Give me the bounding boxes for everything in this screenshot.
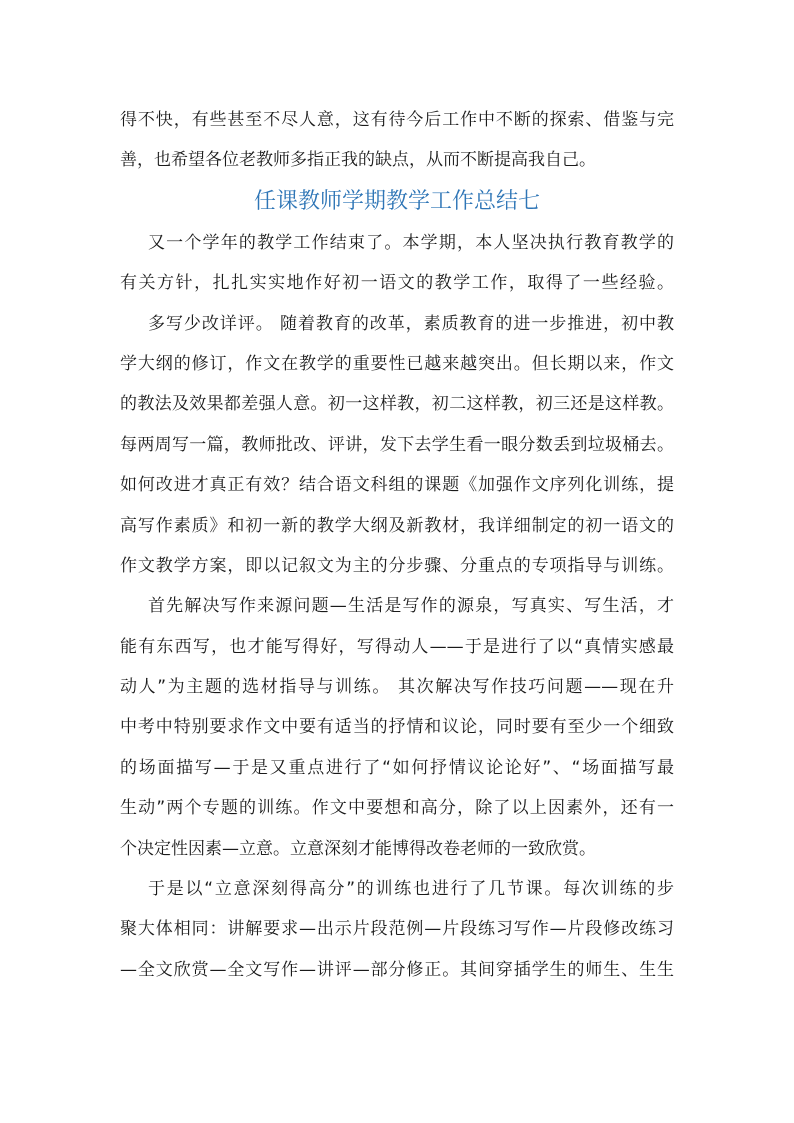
paragraph-line: 能有东西写，也才能写得好，写得动人——于是进行了以“真情实感最: [120, 636, 674, 657]
paragraph-line: 学大纲的修订，作文在教学的重要性已越来越突出。但长期以来，作文: [120, 353, 674, 374]
section-title: 任课教师学期教学工作总结七: [253, 188, 540, 214]
paragraph-line: 个决定性因素—立意。立意深刻才能博得改卷老师的一致欣赏。: [120, 838, 596, 859]
paragraph-3: [120, 586, 674, 869]
paragraph-line: 的教法及效果都差强人意。初一这样教，初二这样教，初三还是这样教。: [120, 394, 674, 415]
paragraph-line: 动人”为主题的选材指导与训练。 其次解决写作技巧问题——现在升: [120, 677, 674, 698]
paragraph-line: 如何改进才真正有效？结合语文科组的课题《加强作文序列化训练，提: [120, 475, 674, 496]
paragraph-line: 的场面描写—于是又重点进行了“如何抒情议论论好”、“场面描写最: [120, 757, 674, 778]
paragraph-line: 聚大体相同：讲解要求—出示片段范例—片段练习写作—片段修改练习: [120, 919, 674, 940]
paragraph-line: 每两周写一篇，教师批改、评讲，发下去学生看一眼分数丢到垃圾桶去。: [120, 434, 674, 455]
paragraph-line: 生动”两个专题的训练。作文中要想和高分，除了以上因素外，还有一: [120, 798, 674, 819]
paragraph-line: 又一个学年的教学工作结束了。本学期，本人坚决执行教育教学的: [148, 232, 674, 253]
paragraph-line: 多写少改详评。 随着教育的改革，素质教育的进一步推进，初中教: [148, 313, 674, 334]
paragraph-1: [120, 223, 674, 304]
paragraph-2: [120, 304, 674, 587]
continuation-line-2: 善，也希望各位老教师多指正我的缺点，从而不断提高我自己。: [120, 150, 596, 171]
paragraph-line: 于是以“立意深刻得高分”的训练也进行了几节课。每次训练的步: [148, 879, 674, 900]
paragraph-line: 高写作素质》和初一新的教学大纲及新教材，我详细制定的初一语文的: [120, 515, 674, 536]
document-page: [120, 100, 674, 990]
paragraph-line: 有关方针，扎扎实实地作好初一语文的教学工作，取得了一些经验。: [120, 273, 674, 294]
continuation-line-1: 得不快，有些甚至不尽人意，这有待今后工作中不断的探索、借鉴与完: [120, 110, 674, 130]
paragraph-4: [120, 869, 674, 990]
paragraph-line: 首先解决写作来源问题—生活是写作的源泉，写真实、写生活，才: [148, 596, 674, 617]
paragraph-line: —全文欣赏—全文写作—讲评—部分修正。其间穿插学生的师生、生生: [120, 959, 674, 980]
paragraph-line: 中考中特别要求作文中要有适当的抒情和议论，同时要有至少一个细致: [120, 717, 674, 738]
paragraph-line: 作文教学方案，即以记叙文为主的分步骤、分重点的专项指导与训练。: [120, 555, 674, 576]
